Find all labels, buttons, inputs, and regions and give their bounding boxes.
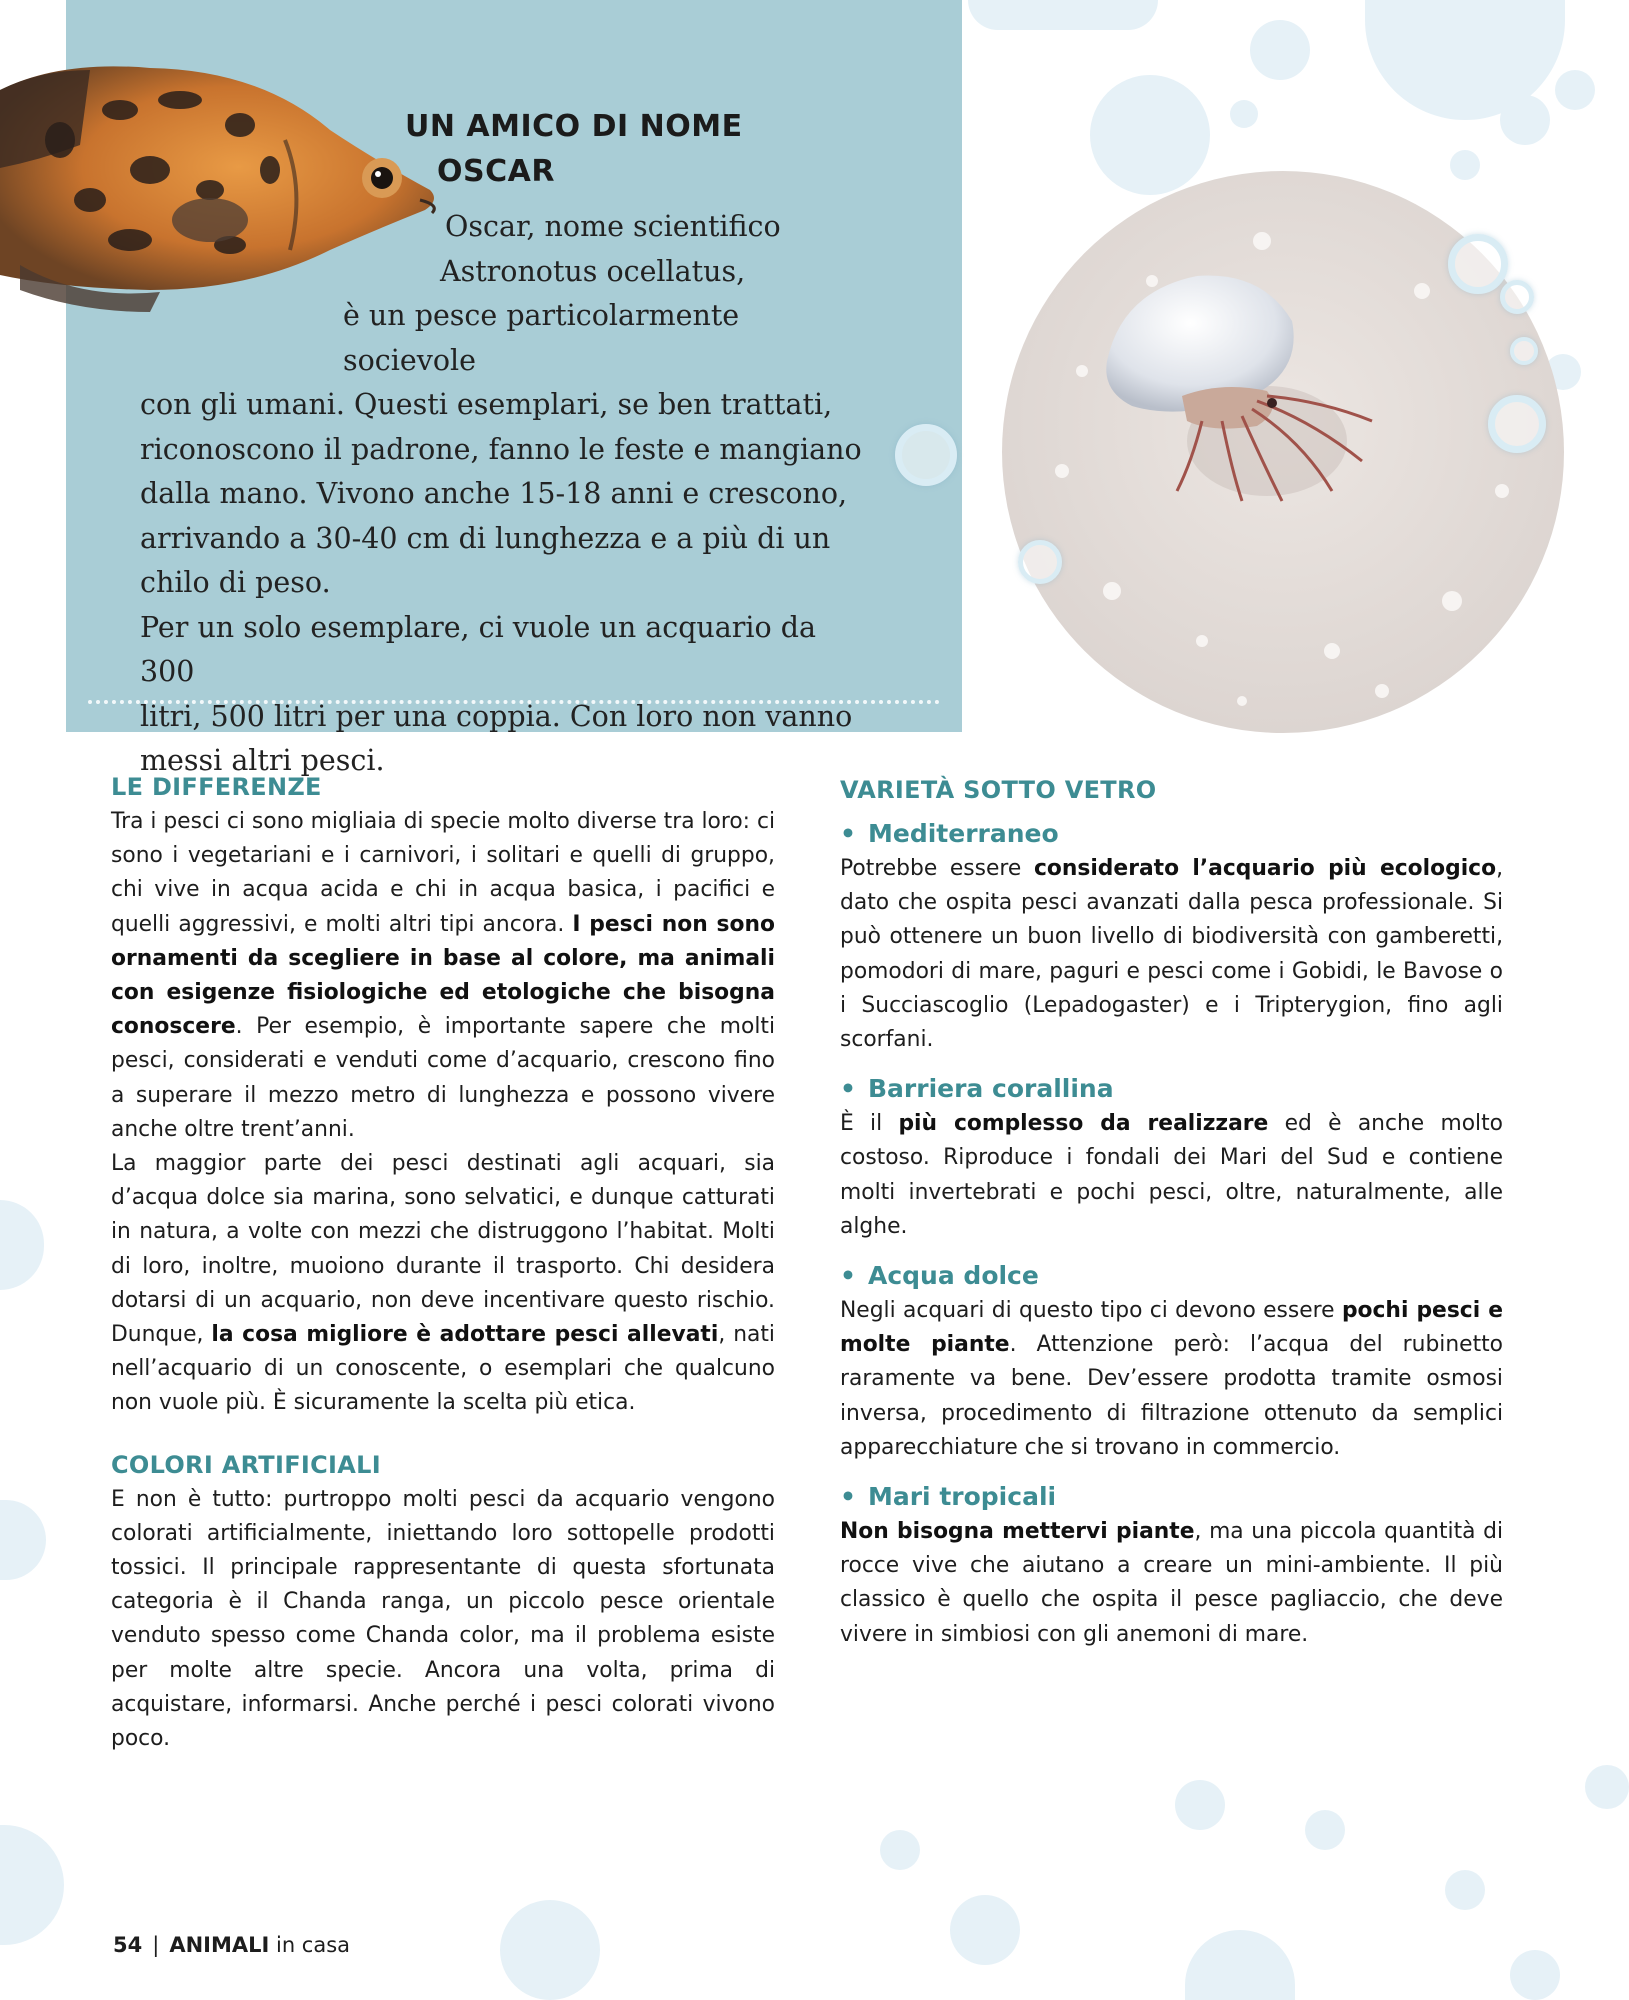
text-run: Tra i pesci ci sono migliaia di specie molto diverse tra loro: ci sono i vegetariani e i carnivori, i solitari e quelli di gruppo, chi vive in acqua acida e chi in acqua basica, i pacifici e quelli aggressivi, e molti altri tipi ancora. <box>111 809 775 937</box>
decorative-bubble <box>1175 1780 1225 1830</box>
decorative-bubble <box>1555 70 1595 110</box>
bullet-icon: • <box>840 1261 856 1291</box>
decorative-bubble <box>500 1900 600 2000</box>
oscar-text-line: Per un solo esemplare, ci vuole un acquario da 300 <box>140 610 816 688</box>
text-run: Negli acquari di questo tipo ci devono essere <box>840 1298 1342 1324</box>
bold-text: Non bisogna mettervi piante <box>840 1519 1195 1545</box>
text-run: È il <box>840 1111 899 1137</box>
decorative-bubble-ring <box>895 424 957 486</box>
oscar-title <box>405 104 825 194</box>
section-heading-varieta: VARIETÀ SOTTO VETRO <box>840 776 1157 804</box>
text-run: Potrebbe essere <box>840 856 1034 881</box>
page-footer <box>113 1933 350 1957</box>
text-run: . Attenzione però: l’acqua del rubinetto raramente va bene. Dev’essere prodotta tramite osmosi inversa, procedimento di filtrazione ottenuto da semplici apparecchiature che si trovano in commercio. <box>840 1332 1504 1460</box>
paragraph: E non è tutto: purtroppo molti pesci da acquario vengono colorati artificialmente, iniettando loro sottopelle prodotti tossici. Il principale rappresentante di questa sfortunata categoria è il Chanda ranga, un piccolo pesce orientale venduto spesso come Chanda color, ma il problema esiste per molte altre specie. Ancora una volta, prima di acquistare, informarsi. Anche perché i pesci colorati vivono poco. <box>111 1486 775 1752</box>
paragraph <box>840 1107 1503 1244</box>
section-heading-colori: COLORI ARTIFICIALI <box>111 1450 381 1479</box>
decorative-bubble <box>1185 1930 1295 2000</box>
paragraph <box>840 1515 1503 1652</box>
bullet-icon: • <box>840 1482 856 1512</box>
paragraph <box>840 1294 1503 1465</box>
oscar-text-line: Astronotus ocellatus, <box>440 254 746 288</box>
decorative-bubble <box>880 1830 920 1870</box>
decorative-bubble-ring <box>1500 280 1534 314</box>
oscar-text-line: con gli umani. Questi esemplari, se ben trattati, <box>140 388 833 421</box>
bold-text: pochi pesci e molte piante <box>840 1298 1503 1358</box>
bold-text: più complesso da realizzare <box>898 1111 1269 1137</box>
oscar-text-line: chilo di peso. <box>140 566 331 599</box>
decorative-bubble-ring <box>1488 395 1546 453</box>
decorative-bubble-ring <box>1018 540 1062 584</box>
decorative-bubble <box>950 1895 1020 1965</box>
oscar-text-line: Oscar, nome scientifico <box>445 210 781 243</box>
bullet-icon: • <box>840 819 856 848</box>
page-number: 54 <box>113 1933 143 1957</box>
oscar-text-line: messi altri pesci. <box>140 744 385 777</box>
text-run: , dato che ospita pesci avanzati dalla pesca professionale. Si può ottenere un buon livello di biodiversità con gamberetti, pomodori di mare, paguri e pesci come i Gobidi, le Bavose o i Succiascoglio (Lepadogaster) e i Tripterygion, fino agli scorfani. <box>840 856 1503 1053</box>
text-run: ed è anche molto costoso. Riproduce i fondali dei Mari del Sud e contiene molti invertebrati e pochi pesci, oltre, naturalmente, alle alghe. <box>840 1111 1503 1239</box>
oscar-title-line2: OSCAR <box>437 154 555 189</box>
oscar-body-text <box>140 205 875 784</box>
decorative-bubble <box>0 1200 44 1290</box>
magazine-name-rest: in casa <box>269 1933 351 1957</box>
decorative-bubble <box>1250 20 1310 80</box>
oscar-text-line: litri, 500 litri per una coppia. Con loro non vanno <box>140 699 853 733</box>
subheading-label: Acqua dolce <box>867 1261 1039 1291</box>
bold-text: considerato l’acquario più ecologico <box>1033 856 1497 881</box>
text-run: , nati nell’acquario di un conoscente, o esemplari che qualcuno non vuole più. È sicuramente la scelta più etica. <box>111 1322 775 1416</box>
decorative-bubble <box>1500 95 1550 145</box>
decorative-bubble <box>1510 1950 1560 2000</box>
subheading-label: Barriera corallina <box>867 1074 1114 1104</box>
decorative-bubble-ring <box>1510 337 1538 365</box>
subheading-label: Mediterraneo <box>867 819 1059 848</box>
right-column <box>840 772 1503 1652</box>
subheading-barriera <box>840 1071 1503 1107</box>
paragraph <box>111 1147 775 1421</box>
text-run: . Per esempio, è importante sapere che molti pesci, considerati e venduti come d’acquario, crescono fino a superare il mezzo metro di lunghezza e possono vivere anche oltre trent’anni. <box>111 1014 775 1142</box>
paragraph <box>111 805 775 1147</box>
bullet-icon: • <box>840 1074 856 1104</box>
bold-text: la cosa migliore è adottare pesci allevati <box>211 1322 719 1348</box>
paragraph <box>840 852 1503 1057</box>
subheading-acqua-dolce <box>840 1258 1503 1294</box>
decorative-bubble <box>968 0 1158 30</box>
bold-text: I pesci non sono ornamenti da scegliere in base al colore, ma animali con esigenze fisiologiche ed etologiche che bisogna conoscere <box>111 911 775 1040</box>
decorative-bubble <box>1450 150 1480 180</box>
section-heading-differenze: LE DIFFERENZE <box>111 773 322 801</box>
decorative-bubble <box>0 1500 46 1580</box>
text-run: La maggior parte dei pesci destinati agli acquari, sia d’acqua dolce sia marina, sono selvatici, e dunque catturati in natura, a volte con mezzi che distruggono l’habitat. Molti di loro, inoltre, muoiono durante il trasporto. Chi desidera dotarsi di un acquario, non deve incentivare questo rischio. Dunque, <box>111 1151 775 1348</box>
decorative-bubble-ring <box>1448 234 1508 294</box>
decorative-bubble <box>1090 75 1210 195</box>
decorative-bubble <box>1585 1765 1629 1809</box>
decorative-bubble <box>0 1825 64 1945</box>
decorative-bubble <box>1445 1870 1485 1910</box>
oscar-text-line: arrivando a 30-40 cm di lunghezza e a più di un <box>140 521 831 555</box>
subheading-mediterraneo <box>840 816 1503 852</box>
subheading-mari-tropicali <box>840 1479 1503 1515</box>
oscar-text-line: dalla mano. Vivono anche 15-18 anni e crescono, <box>140 477 848 510</box>
magazine-name-bold: ANIMALI <box>169 1933 270 1957</box>
text-run: , ma una piccola quantità di rocce vive che aiutano a creare un mini-ambiente. Il più classico è quello che ospita il pesce pagliaccio, che deve vivere in simbiosi con gli anemoni di mare. <box>840 1519 1503 1647</box>
oscar-text-line: riconoscono il padrone, fanno le feste e mangiano <box>140 432 862 466</box>
subheading-label: Mari tropicali <box>867 1482 1057 1512</box>
footer-separator: | <box>152 1933 160 1957</box>
decorative-bubble <box>1230 100 1258 128</box>
decorative-bubble <box>1305 1810 1345 1850</box>
left-column <box>111 769 775 1756</box>
oscar-text-line: è un pesce particolarmente socievole <box>343 299 740 377</box>
oscar-title-line1: UN AMICO DI NOME <box>405 109 743 144</box>
